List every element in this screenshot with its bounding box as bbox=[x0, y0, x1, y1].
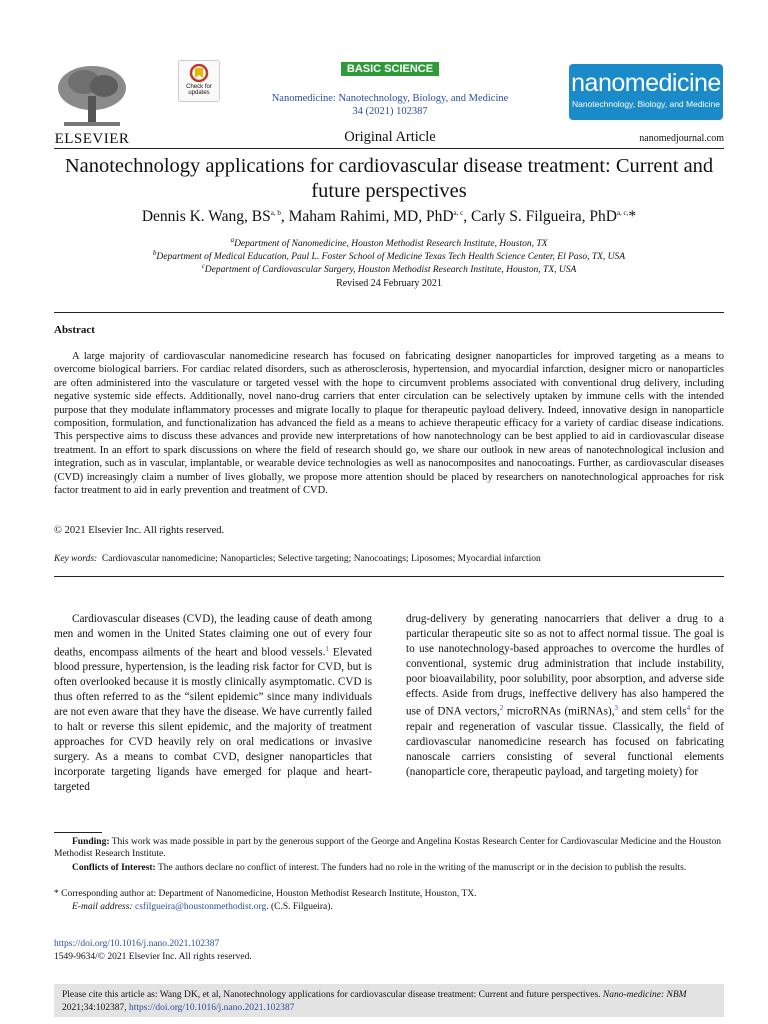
abstract-body: A large majority of cardiovascular nanomedicine research has focused on fabricating designer nanoparticles for improved targeting as a means to overcome biological barriers. For cardiac related disorders, such as atherosclerosis, hypertension, and myocardial infarction, designer micro or nanoparticles are often administered into the vasculature or targeted vessel with the hope to circumvent problems associated with conventional drug delivery, including negative systemic side effects. Additionally, novel nano-drug carriers that enter circulation can be selectively uptaken by immune cells with the intended purpose that they modulate inflammatory processes and migrate locally to plaque for therapeutic payload delivery. Indeed, innovative design in nanoparticle composition, formulation, and functionalization has advanced the field as a means to achieve therapeutic efficacy for a variety of cardiac disease indications. This perspective aims to discuss these advances and provide new interpretations of how nanotechnology can be best applied to aid in cardiovascular disease treatment. In an effort to spark discussions on where the field of research should go, we share our outlook in new areas of nanotechnological inclusion and integration, such as in vascular, implantable, or wearable device technologies as well as nanocomposites and nanocoatings. Further, as cardiovascular diseases (CVD) increasingly claim a number of lives globally, we propose more attention should be placed by researchers on nanotechnological approaches for risk factor treatment to aid in early prevention and treatment of CVD. bbox=[54, 351, 724, 497]
affil-sup: c bbox=[201, 262, 205, 270]
author-name[interactable]: Dennis K. Wang, BS bbox=[141, 208, 271, 225]
email-tail: . (C.S. Filgueira). bbox=[266, 902, 333, 912]
header-rule bbox=[54, 148, 724, 149]
affiliation bbox=[54, 249, 724, 262]
author-list: Dennis K. Wang, BS$^{a, b}$, Maham Rahimi, MD, PhD$^{a, c}$, Carly S. Filgueira, PhD$^{a, c,}$* bbox=[141, 208, 637, 225]
footnote-rule bbox=[54, 832, 102, 833]
body-text: microRNAs (miRNAs), bbox=[503, 706, 615, 719]
affiliation bbox=[54, 236, 724, 249]
journal-citation[interactable] bbox=[255, 92, 525, 118]
publisher-name: ELSEVIER bbox=[54, 131, 130, 147]
email-label: E-mail address: bbox=[72, 902, 133, 912]
author-affil: a, c, bbox=[616, 208, 629, 217]
reference-link[interactable]: 4 bbox=[686, 704, 691, 713]
affil-text: Department of Cardiovascular Surgery, Houston Methodist Research Institute, Houston, TX, USA bbox=[204, 265, 577, 276]
abstract-copyright: © 2021 Elsevier Inc. All rights reserved. bbox=[54, 525, 225, 536]
email-link[interactable]: csfilgueira@houstonmethodist.org bbox=[134, 902, 267, 912]
logo-name: nanomedicine bbox=[571, 69, 721, 97]
abstract-heading: Abstract bbox=[54, 324, 95, 336]
coi-text: The authors declare no conflict of interest. The funders had no role in the writing of the manuscript or in the decision to publish the results. bbox=[155, 863, 687, 873]
doi-block bbox=[54, 938, 252, 963]
cite-journal: Nano-medicine: NBM bbox=[602, 990, 687, 1000]
revised-date: Revised 24 February 2021 bbox=[336, 278, 442, 289]
body-text: Elevated blood pressure, hypertension, is the leading risk factor for CVD, but is often overlooked because it is mostly clinically asymptomatic. CVD is thus often referred to as the “silent epidemic” since many individuals are not even aware that they have the disease. We have currently failed to halt or reverse this silent epidemic, and the majority of treatment approaches for CVD heavily rely on oral medications or invasive surgery. As a means to combat CVD, designer nanoparticles that incorporate targeting ligands have emerged for plaque and heart-targeted bbox=[54, 646, 373, 793]
reference-link[interactable]: 1 bbox=[325, 644, 329, 653]
corresponding-star: * bbox=[54, 889, 59, 899]
funding-text: This work was made possible in part by the generous support of the George and Angelina Kostas Research Center for Cardiovascular Medicine and the Houston Methodist Research Institute. bbox=[54, 837, 721, 860]
keywords-text: Cardiovascular nanomedicine; Nanoparticles; Selective targeting; Nanocoatings; Liposomes; Myocardial infarction bbox=[101, 554, 541, 564]
journal-name[interactable]: Nanomedicine: Nanotechnology, Biology, and Medicine bbox=[271, 93, 509, 104]
abstract-top-rule bbox=[54, 312, 724, 313]
elsevier-tree-icon bbox=[54, 62, 130, 128]
doi-link[interactable]: https://doi.org/10.1016/j.nano.2021.102387 bbox=[54, 939, 220, 949]
email-note bbox=[54, 901, 742, 913]
reference-link[interactable]: 3 bbox=[614, 704, 619, 713]
affil-text: Department of Nanomedicine, Houston Methodist Research Institute, Houston, TX bbox=[234, 239, 548, 250]
nanomedicine-logo bbox=[569, 64, 723, 120]
cite-text: Please cite this article as: Wang DK, et al, Nanotechnology applications for cardiovascular disease treatment: Current and future perspectives. bbox=[62, 990, 603, 1000]
author-name[interactable]: Maham Rahimi, MD, PhD bbox=[288, 208, 454, 225]
keywords bbox=[54, 554, 724, 564]
body-text: drug-delivery by generating nanocarriers that deliver a drug to a particular therapeutic site so as not to affect normal tissue. The goal is to use nanotechnology-based approaches to overcome the hurdles of conventional, systemic drug administration that include instability, poor bioavailability, poor solubility, poor absorption, and adverse side effects. Aside from drugs, ineffective delivery has also hampered the use of DNA vectors, bbox=[406, 613, 724, 719]
bookmark-icon bbox=[188, 64, 210, 82]
check-updates-label-2: updates bbox=[188, 90, 210, 96]
journal-url[interactable]: nanomedjournal.com bbox=[639, 133, 724, 144]
body-column-left bbox=[54, 612, 372, 795]
citation-box bbox=[54, 984, 724, 1017]
check-updates-label: Check for bbox=[186, 84, 212, 90]
body-text: and stem cells bbox=[618, 706, 687, 719]
corresponding-text: Corresponding author at: Department of Nanomedicine, Houston Methodist Research Institute, Houston, TX. bbox=[58, 889, 477, 899]
body-text: Cardiovascular diseases (CVD), the leading cause of death among men and women in the United States claiming one out of every four deaths, encompass ailments of the heart and blood vessels. bbox=[54, 613, 372, 659]
affil-sup: b bbox=[152, 249, 157, 257]
reference-link[interactable]: 2 bbox=[499, 704, 504, 713]
check-for-updates-button[interactable] bbox=[178, 60, 220, 102]
section-badge: BASIC SCIENCE bbox=[341, 62, 439, 76]
logo-subtitle: Nanotechnology, Biology, and Medicine bbox=[571, 99, 721, 109]
elsevier-logo bbox=[54, 62, 130, 147]
affil-text: Department of Medical Education, Paul L. Foster School of Medicine Texas Tech Health Science Center, El Paso, TX, USA bbox=[156, 252, 626, 263]
author-affil: a, b bbox=[270, 208, 281, 217]
author-name[interactable]: Carly S. Filgueira, PhD bbox=[470, 208, 617, 225]
corresponding-note bbox=[54, 888, 724, 900]
keywords-label: Key words: bbox=[54, 554, 98, 564]
body-text: for the repair and regeneration of vascular tissue. Classically, the field of cardiovascular nanomedicine research has focused on fabricating nanoscale carriers consisting of several functional elements (nanoparticle core, therapeutic payload, and targeting moiety) for bbox=[406, 706, 724, 778]
cite-doi-link[interactable]: https://doi.org/10.1016/j.nano.2021.102387 bbox=[129, 1003, 295, 1013]
article-title: Nanotechnology applications for cardiovascular disease treatment: Current and future perspectives bbox=[64, 155, 714, 202]
funding-note bbox=[54, 836, 724, 861]
article-type: Original Article bbox=[344, 129, 436, 145]
conflicts-note bbox=[54, 862, 724, 874]
coi-label: Conflicts of Interest: bbox=[72, 863, 156, 873]
body-column-right bbox=[406, 612, 724, 780]
affiliation bbox=[54, 262, 724, 275]
issn-line: 1549-9634/© 2021 Elsevier Inc. All rights reserved. bbox=[54, 951, 252, 962]
abstract-bottom-rule bbox=[54, 576, 724, 577]
journal-volume[interactable]: 34 (2021) 102387 bbox=[352, 106, 428, 117]
corresponding-star: * bbox=[628, 208, 637, 225]
author-affil: a, c bbox=[453, 208, 464, 217]
affil-sup: a bbox=[230, 236, 235, 244]
cite-text: 2021;34:102387, bbox=[62, 1003, 130, 1013]
funding-label: Funding: bbox=[72, 837, 110, 847]
